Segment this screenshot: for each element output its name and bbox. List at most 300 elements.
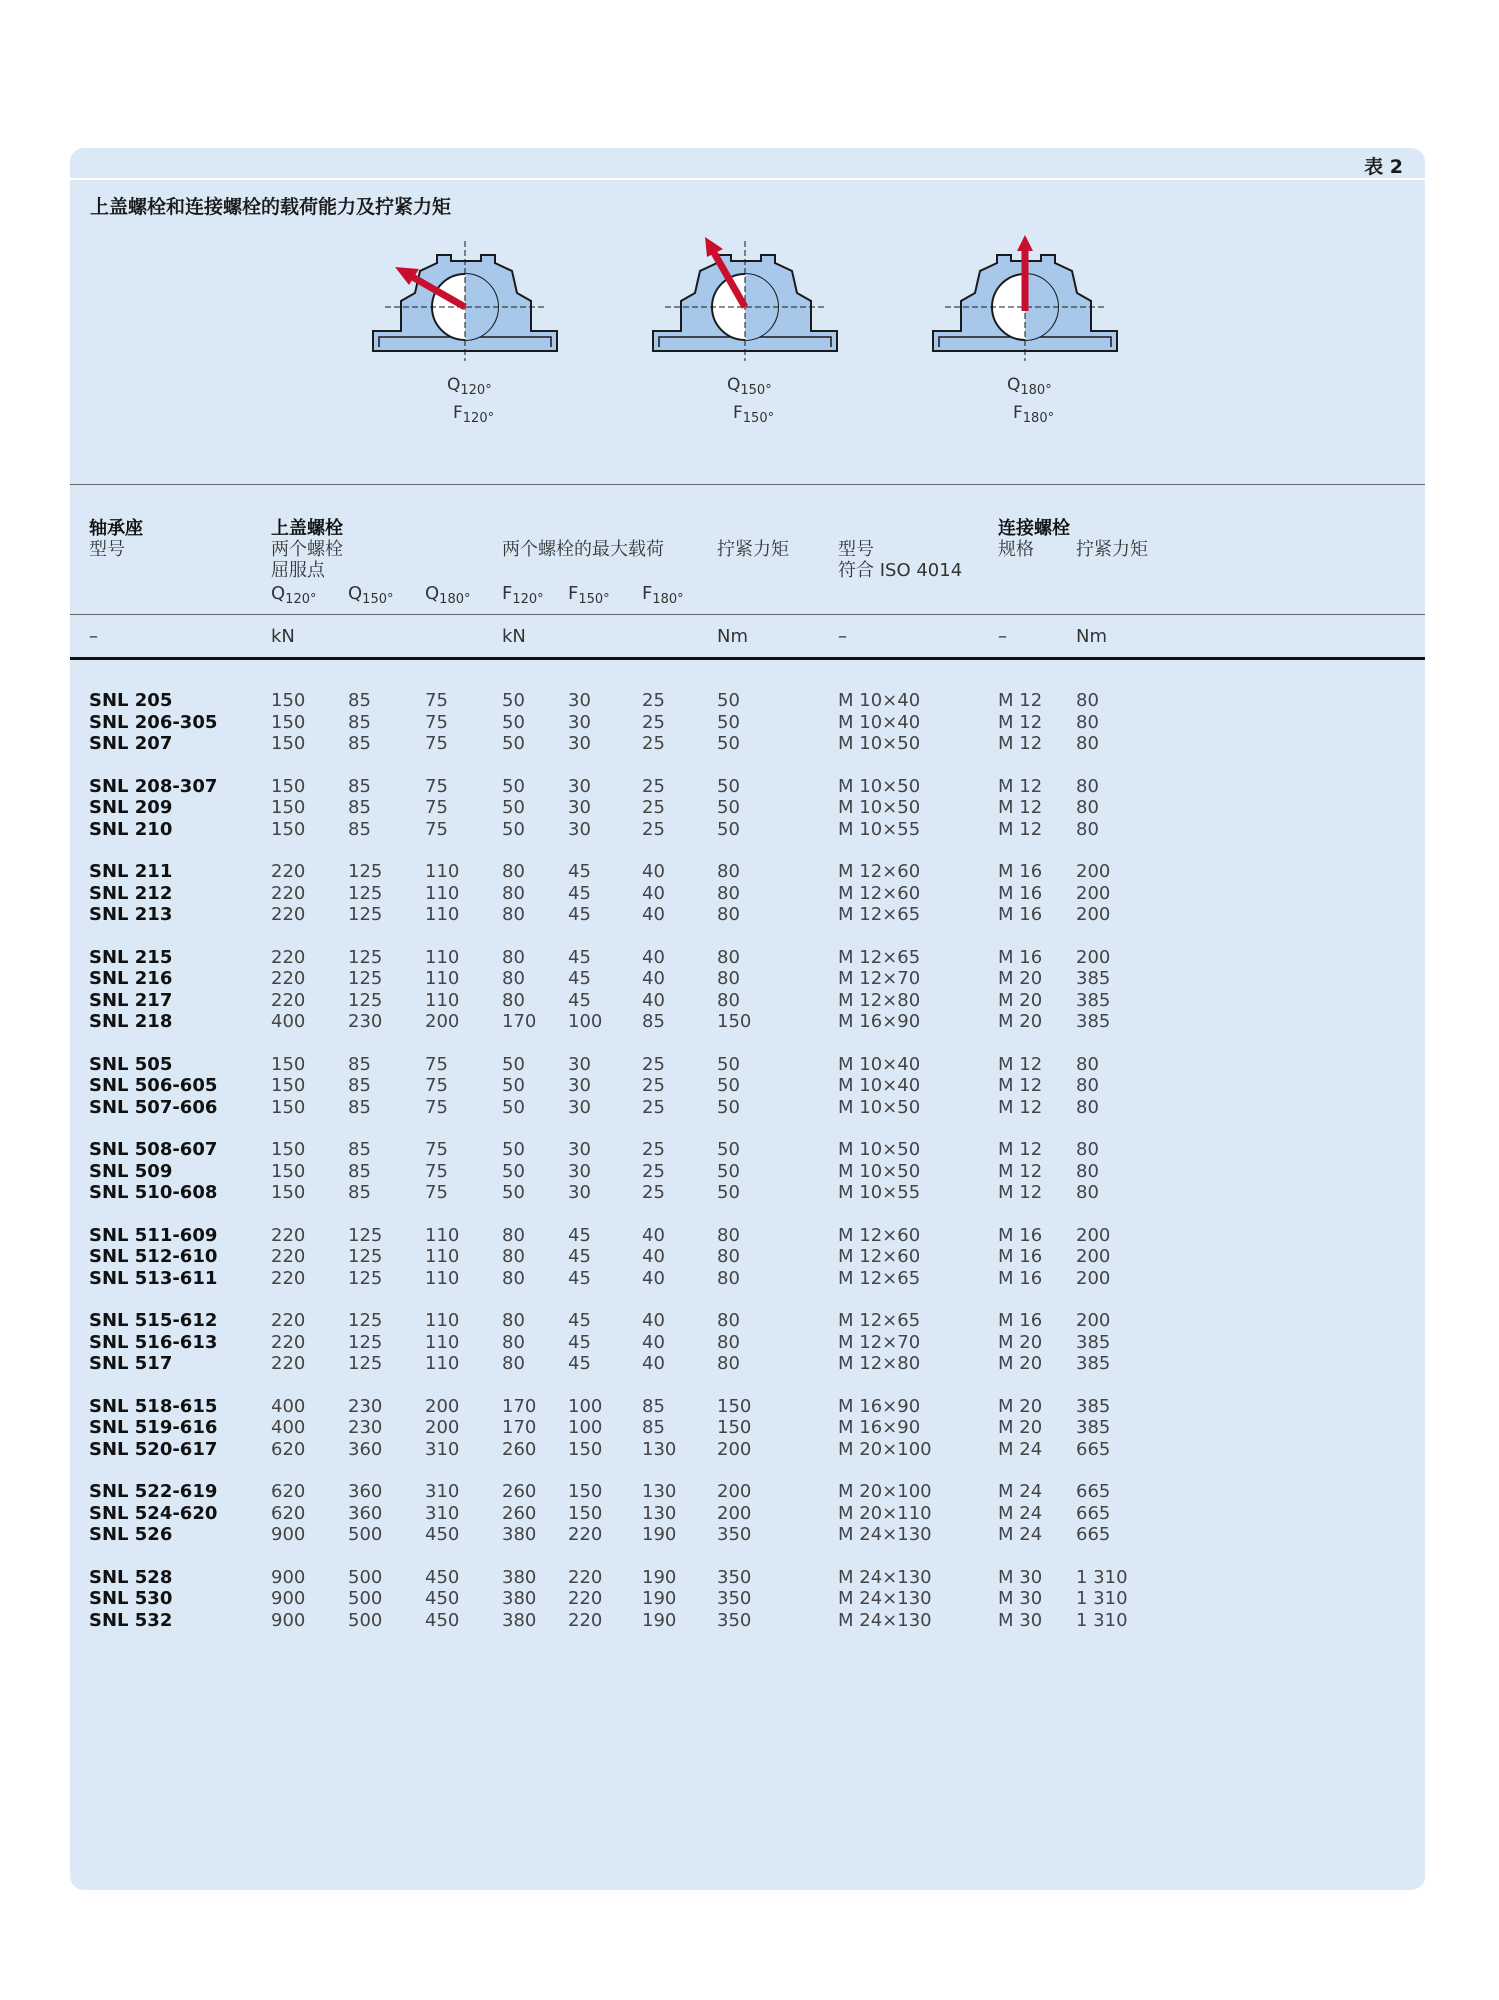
table-row (0, 1075, 1499, 1097)
cell-q120: 900 (271, 1609, 306, 1631)
cell-f150: 220 (568, 1588, 603, 1609)
cell-bolt-type: M 10×40 (838, 1075, 921, 1096)
cell-q120: 150 (271, 1096, 306, 1118)
diagram-180 (925, 231, 1125, 451)
cell-q120: 620 (271, 1502, 306, 1524)
cell-bolt-type: M 10×55 (838, 818, 921, 840)
cell-bolt-type: M 10×50 (838, 1139, 921, 1160)
cell-bolt-size: M 30 (998, 1588, 1043, 1609)
cell-model: SNL 519-616 (89, 1417, 218, 1438)
cell-q150: 125 (348, 882, 383, 904)
cell-bolt-size: M 12 (998, 711, 1043, 733)
cell-bolt-type: M 20×110 (838, 1502, 932, 1524)
cell-f150: 30 (568, 733, 591, 754)
cell-bolt-torque: 200 (1076, 861, 1111, 882)
cell-torque: 80 (717, 882, 740, 904)
cell-f150: 30 (568, 1096, 591, 1118)
cell-f120: 80 (502, 1353, 525, 1374)
cell-bolt-size: M 12 (998, 818, 1043, 840)
cell-f150: 220 (568, 1609, 603, 1631)
cell-bolt-torque: 665 (1076, 1502, 1111, 1524)
cell-torque: 350 (717, 1566, 752, 1588)
table-row (0, 1246, 1499, 1268)
table-row (0, 1139, 1499, 1161)
cell-f180: 25 (642, 818, 665, 840)
cell-bolt-torque: 200 (1076, 1224, 1111, 1246)
header-f180: $F_{180^\circ}$ (642, 583, 684, 607)
cell-bolt-size: M 12 (998, 1139, 1043, 1160)
cell-torque: 50 (717, 711, 740, 733)
cell-q150: 85 (348, 797, 371, 818)
cell-bolt-torque: 385 (1076, 968, 1111, 989)
cell-f150: 150 (568, 1438, 603, 1460)
cell-bolt-type: M 10×40 (838, 690, 921, 711)
cell-f150: 100 (568, 1395, 603, 1417)
q-label: $Q_{120^\circ}$ (447, 375, 492, 398)
cell-f150: 45 (568, 1331, 591, 1353)
cell-q150: 125 (348, 1246, 383, 1267)
cell-q150: 360 (348, 1438, 383, 1460)
cell-model: SNL 510-608 (89, 1182, 218, 1203)
cell-q180: 75 (425, 690, 448, 711)
cell-f180: 190 (642, 1588, 677, 1609)
cell-bolt-type: M 10×40 (838, 711, 921, 733)
cell-bolt-size: M 12 (998, 1075, 1043, 1096)
table-row (0, 1225, 1499, 1247)
cell-model: SNL 513-611 (89, 1267, 218, 1289)
cell-bolt-type: M 12×65 (838, 904, 921, 925)
table-row (0, 861, 1499, 883)
cell-bolt-type: M 20×100 (838, 1438, 932, 1460)
cell-f120: 260 (502, 1502, 537, 1524)
cell-bolt-size: M 16 (998, 1267, 1043, 1289)
row-group (0, 1225, 1499, 1290)
cell-f120: 80 (502, 968, 525, 989)
cell-f120: 170 (502, 1417, 537, 1438)
header-model: 型号 (89, 539, 125, 560)
cell-model: SNL 209 (89, 797, 173, 818)
cell-bolt-size: M 20 (998, 1395, 1043, 1417)
cell-torque: 150 (717, 1395, 752, 1417)
cell-q180: 200 (425, 1417, 460, 1438)
diagram-150 (645, 231, 845, 451)
cell-bolt-size: M 16 (998, 1310, 1043, 1331)
cell-q180: 110 (425, 1310, 460, 1331)
cell-model: SNL 520-617 (89, 1438, 218, 1460)
cell-bolt-torque: 80 (1076, 1053, 1099, 1075)
cell-q120: 220 (271, 1310, 306, 1331)
cell-bolt-torque: 665 (1076, 1481, 1111, 1502)
cell-f120: 80 (502, 989, 525, 1011)
cell-bolt-torque: 665 (1076, 1438, 1111, 1460)
cell-bolt-size: M 20 (998, 1417, 1043, 1438)
cell-bolt-type: M 24×130 (838, 1609, 932, 1631)
cell-bolt-torque: 200 (1076, 1267, 1111, 1289)
cell-bolt-torque: 80 (1076, 733, 1099, 754)
cell-q120: 150 (271, 733, 306, 754)
cell-bolt-torque: 80 (1076, 690, 1099, 711)
cell-torque: 80 (717, 989, 740, 1011)
table-row (0, 690, 1499, 712)
cell-bolt-type: M 16×90 (838, 1395, 921, 1417)
cell-torque: 80 (717, 968, 740, 989)
cell-bolt-size: M 12 (998, 690, 1043, 711)
cell-f120: 50 (502, 1182, 525, 1203)
table-row (0, 1567, 1499, 1589)
unit-nm: Nm (717, 626, 748, 647)
unit-size: – (998, 626, 1007, 647)
cell-bolt-torque: 665 (1076, 1524, 1111, 1545)
cell-q120: 900 (271, 1524, 306, 1545)
cell-f120: 50 (502, 1160, 525, 1182)
cell-f180: 25 (642, 733, 665, 754)
cell-q180: 110 (425, 861, 460, 882)
cell-f180: 25 (642, 1053, 665, 1075)
header-type: 型号 (838, 539, 874, 560)
cell-bolt-size: M 30 (998, 1609, 1043, 1631)
cell-model: SNL 507-606 (89, 1096, 218, 1118)
cell-model: SNL 207 (89, 733, 173, 754)
header-f150: $F_{150^\circ}$ (568, 583, 610, 607)
table-row (0, 968, 1499, 990)
cell-bolt-size: M 24 (998, 1502, 1043, 1524)
cell-f120: 380 (502, 1566, 537, 1588)
cell-f180: 40 (642, 882, 665, 904)
table-row (0, 1054, 1499, 1076)
row-group (0, 1481, 1499, 1546)
cell-q150: 125 (348, 1353, 383, 1374)
cell-bolt-size: M 20 (998, 1331, 1043, 1353)
cell-bolt-type: M 16×90 (838, 1011, 921, 1032)
header-q150: $Q_{150^\circ}$ (348, 583, 394, 607)
cell-f150: 45 (568, 968, 591, 989)
cell-q180: 75 (425, 1182, 448, 1203)
cell-q120: 220 (271, 904, 306, 925)
cell-bolt-torque: 200 (1076, 1246, 1111, 1267)
cell-q180: 110 (425, 968, 460, 989)
cell-bolt-size: M 16 (998, 861, 1043, 882)
table-row (0, 1310, 1499, 1332)
table-row (0, 1011, 1499, 1033)
diagram-120 (365, 231, 565, 451)
cell-f180: 85 (642, 1417, 665, 1438)
cell-bolt-torque: 80 (1076, 1182, 1099, 1203)
row-group (0, 776, 1499, 841)
cell-f180: 25 (642, 1139, 665, 1160)
cell-q180: 110 (425, 1267, 460, 1289)
cell-bolt-torque: 385 (1076, 1011, 1111, 1032)
cell-q180: 75 (425, 711, 448, 733)
table-row (0, 883, 1499, 905)
cell-f150: 30 (568, 818, 591, 840)
row-group (0, 861, 1499, 926)
cell-torque: 80 (717, 1224, 740, 1246)
cell-f150: 30 (568, 711, 591, 733)
cell-q120: 150 (271, 1075, 306, 1096)
cell-q120: 150 (271, 690, 306, 711)
cell-model: SNL 526 (89, 1524, 173, 1545)
cell-bolt-type: M 10×50 (838, 775, 921, 797)
cell-f120: 80 (502, 1310, 525, 1331)
cell-bolt-type: M 10×50 (838, 1160, 921, 1182)
cell-q180: 110 (425, 1224, 460, 1246)
cell-q150: 230 (348, 1011, 383, 1032)
table-row (0, 1588, 1499, 1610)
cell-bolt-type: M 24×130 (838, 1588, 932, 1609)
cell-q150: 85 (348, 775, 371, 797)
cell-f150: 45 (568, 989, 591, 1011)
cell-torque: 200 (717, 1481, 752, 1502)
table-row (0, 1524, 1499, 1546)
cell-q150: 85 (348, 1096, 371, 1118)
cell-q180: 75 (425, 1096, 448, 1118)
cell-q150: 85 (348, 711, 371, 733)
cell-bolt-size: M 16 (998, 946, 1043, 968)
row-group (0, 1396, 1499, 1461)
cell-f180: 25 (642, 711, 665, 733)
cell-f120: 50 (502, 690, 525, 711)
cell-q120: 150 (271, 818, 306, 840)
header-f120: $F_{120^\circ}$ (502, 583, 544, 607)
cell-bolt-size: M 16 (998, 904, 1043, 925)
cell-bolt-type: M 20×100 (838, 1481, 932, 1502)
cell-bolt-type: M 16×90 (838, 1417, 921, 1438)
cell-bolt-type: M 10×55 (838, 1182, 921, 1203)
cell-f120: 50 (502, 711, 525, 733)
cell-model: SNL 517 (89, 1353, 173, 1374)
cell-q120: 150 (271, 797, 306, 818)
cell-q150: 500 (348, 1524, 383, 1545)
cell-f150: 220 (568, 1566, 603, 1588)
cell-q150: 230 (348, 1417, 383, 1438)
cell-q120: 220 (271, 1246, 306, 1267)
cell-bolt-type: M 12×80 (838, 989, 921, 1011)
cell-f120: 80 (502, 1224, 525, 1246)
cell-q120: 150 (271, 1182, 306, 1203)
cell-model: SNL 524-620 (89, 1502, 218, 1524)
header-yield: 屈服点 (271, 560, 325, 581)
table-row (0, 797, 1499, 819)
divider-top (70, 484, 1425, 485)
cell-torque: 200 (717, 1438, 752, 1460)
header-two-bolts: 两个螺栓 (271, 539, 343, 560)
cell-bolt-type: M 24×130 (838, 1524, 932, 1545)
unit-type: – (838, 626, 847, 647)
header-q120: $Q_{120^\circ}$ (271, 583, 317, 607)
cell-q180: 75 (425, 1160, 448, 1182)
cell-bolt-size: M 12 (998, 797, 1043, 818)
cell-f150: 45 (568, 1224, 591, 1246)
cell-bolt-torque: 80 (1076, 775, 1099, 797)
cell-model: SNL 518-615 (89, 1395, 218, 1417)
cell-f180: 25 (642, 1182, 665, 1203)
cell-q180: 110 (425, 989, 460, 1011)
cell-q180: 450 (425, 1609, 460, 1631)
f-label: $F_{120^\circ}$ (453, 403, 495, 426)
cell-bolt-size: M 20 (998, 989, 1043, 1011)
cell-f150: 45 (568, 946, 591, 968)
cell-torque: 200 (717, 1502, 752, 1524)
unit-kn-yield: kN (271, 626, 295, 647)
cell-q150: 125 (348, 1224, 383, 1246)
cell-torque: 50 (717, 775, 740, 797)
cell-torque: 150 (717, 1417, 752, 1438)
table-title: 上盖螺栓和连接螺栓的载荷能力及拧紧力矩 (90, 196, 452, 218)
table-row (0, 1332, 1499, 1354)
cell-f120: 50 (502, 1053, 525, 1075)
cell-q180: 75 (425, 1075, 448, 1096)
cell-q180: 200 (425, 1011, 460, 1032)
cell-f180: 25 (642, 1075, 665, 1096)
cell-f150: 45 (568, 1246, 591, 1267)
header-q180: $Q_{180^\circ}$ (425, 583, 471, 607)
cell-bolt-size: M 20 (998, 968, 1043, 989)
cell-bolt-torque: 80 (1076, 797, 1099, 818)
header-housing: 轴承座 (89, 518, 143, 539)
cell-f120: 80 (502, 946, 525, 968)
f-label: $F_{180^\circ}$ (1013, 403, 1055, 426)
table-row (0, 1396, 1499, 1418)
cell-f150: 100 (568, 1011, 603, 1032)
cell-q120: 220 (271, 946, 306, 968)
cell-f120: 80 (502, 904, 525, 925)
cell-torque: 50 (717, 1160, 740, 1182)
cell-q150: 125 (348, 1267, 383, 1289)
cell-bolt-torque: 80 (1076, 1160, 1099, 1182)
cell-bolt-type: M 12×65 (838, 1310, 921, 1331)
cell-q120: 220 (271, 861, 306, 882)
cell-q120: 150 (271, 711, 306, 733)
row-group (0, 1310, 1499, 1375)
cell-bolt-torque: 80 (1076, 1096, 1099, 1118)
cell-f120: 380 (502, 1609, 537, 1631)
cell-q150: 125 (348, 1331, 383, 1353)
cell-f150: 30 (568, 1075, 591, 1096)
cell-torque: 50 (717, 818, 740, 840)
table-number: 表 2 (1364, 156, 1403, 178)
unit-nm-2: Nm (1076, 626, 1107, 647)
cell-f180: 40 (642, 1331, 665, 1353)
cell-torque: 50 (717, 1182, 740, 1203)
cell-bolt-type: M 12×60 (838, 882, 921, 904)
cell-f120: 50 (502, 733, 525, 754)
cell-torque: 50 (717, 1053, 740, 1075)
cell-model: SNL 522-619 (89, 1481, 218, 1502)
cell-model: SNL 208-307 (89, 775, 218, 797)
table-row (0, 733, 1499, 755)
cell-f180: 85 (642, 1395, 665, 1417)
plummer-block-150-figure (645, 231, 845, 371)
cell-torque: 80 (717, 1331, 740, 1353)
cell-torque: 80 (717, 1310, 740, 1331)
cell-model: SNL 210 (89, 818, 173, 840)
cell-q120: 150 (271, 1053, 306, 1075)
cell-f150: 30 (568, 1182, 591, 1203)
cell-f120: 80 (502, 861, 525, 882)
cell-bolt-type: M 10×50 (838, 733, 921, 754)
cell-f180: 85 (642, 1011, 665, 1032)
cell-f180: 40 (642, 989, 665, 1011)
cell-torque: 80 (717, 1353, 740, 1374)
cell-bolt-type: M 12×65 (838, 946, 921, 968)
cell-f180: 40 (642, 1224, 665, 1246)
table-row (0, 1417, 1499, 1439)
cell-bolt-size: M 12 (998, 1182, 1043, 1203)
cell-f150: 45 (568, 1353, 591, 1374)
cell-bolt-torque: 200 (1076, 946, 1111, 968)
cell-model: SNL 211 (89, 861, 173, 882)
table-row (0, 1439, 1499, 1461)
cell-bolt-torque: 385 (1076, 1331, 1111, 1353)
table-row (0, 1097, 1499, 1119)
cell-bolt-type: M 12×65 (838, 1267, 921, 1289)
row-group (0, 1054, 1499, 1119)
cell-torque: 80 (717, 946, 740, 968)
cell-torque: 50 (717, 733, 740, 754)
cell-f180: 25 (642, 1160, 665, 1182)
cell-bolt-type: M 12×60 (838, 1224, 921, 1246)
cell-q180: 200 (425, 1395, 460, 1417)
cell-bolt-size: M 24 (998, 1524, 1043, 1545)
cell-bolt-torque: 1 310 (1076, 1588, 1128, 1609)
cell-q120: 220 (271, 1331, 306, 1353)
cell-f180: 25 (642, 775, 665, 797)
plummer-block-180-figure (925, 231, 1125, 371)
table-row (0, 1353, 1499, 1375)
cell-bolt-type: M 12×70 (838, 968, 921, 989)
cell-torque: 350 (717, 1524, 752, 1545)
cell-f180: 190 (642, 1524, 677, 1545)
cell-f150: 45 (568, 1310, 591, 1331)
cell-q120: 400 (271, 1395, 306, 1417)
cell-bolt-size: M 16 (998, 1246, 1043, 1267)
cell-f120: 50 (502, 1096, 525, 1118)
cell-bolt-type: M 10×40 (838, 1053, 921, 1075)
cell-bolt-torque: 80 (1076, 1075, 1099, 1096)
cell-f150: 220 (568, 1524, 603, 1545)
cell-model: SNL 508-607 (89, 1139, 218, 1160)
cell-model: SNL 530 (89, 1588, 173, 1609)
cell-q180: 310 (425, 1481, 460, 1502)
unit-model: – (89, 626, 98, 647)
cell-bolt-type: M 12×70 (838, 1331, 921, 1353)
header-rule (70, 178, 1425, 180)
cell-q180: 75 (425, 775, 448, 797)
cell-f120: 80 (502, 882, 525, 904)
cell-torque: 80 (717, 904, 740, 925)
cell-model: SNL 512-610 (89, 1246, 218, 1267)
cell-q180: 310 (425, 1502, 460, 1524)
cell-bolt-size: M 16 (998, 1224, 1043, 1246)
cell-bolt-torque: 385 (1076, 1417, 1111, 1438)
cell-f180: 130 (642, 1438, 677, 1460)
cell-q120: 620 (271, 1438, 306, 1460)
unit-kn-load: kN (502, 626, 526, 647)
cell-q120: 220 (271, 1224, 306, 1246)
cell-torque: 350 (717, 1588, 752, 1609)
header-torque: 拧紧力矩 (717, 539, 789, 560)
cell-q150: 125 (348, 946, 383, 968)
cell-q150: 360 (348, 1502, 383, 1524)
cell-q120: 220 (271, 1353, 306, 1374)
q-label: $Q_{150^\circ}$ (727, 375, 772, 398)
cell-f120: 260 (502, 1438, 537, 1460)
header-torque-2: 拧紧力矩 (1076, 539, 1148, 560)
header-iso: 符合 ISO 4014 (838, 560, 963, 581)
plummer-block-120-figure (365, 231, 565, 371)
cell-model: SNL 505 (89, 1053, 173, 1075)
cell-f150: 30 (568, 775, 591, 797)
